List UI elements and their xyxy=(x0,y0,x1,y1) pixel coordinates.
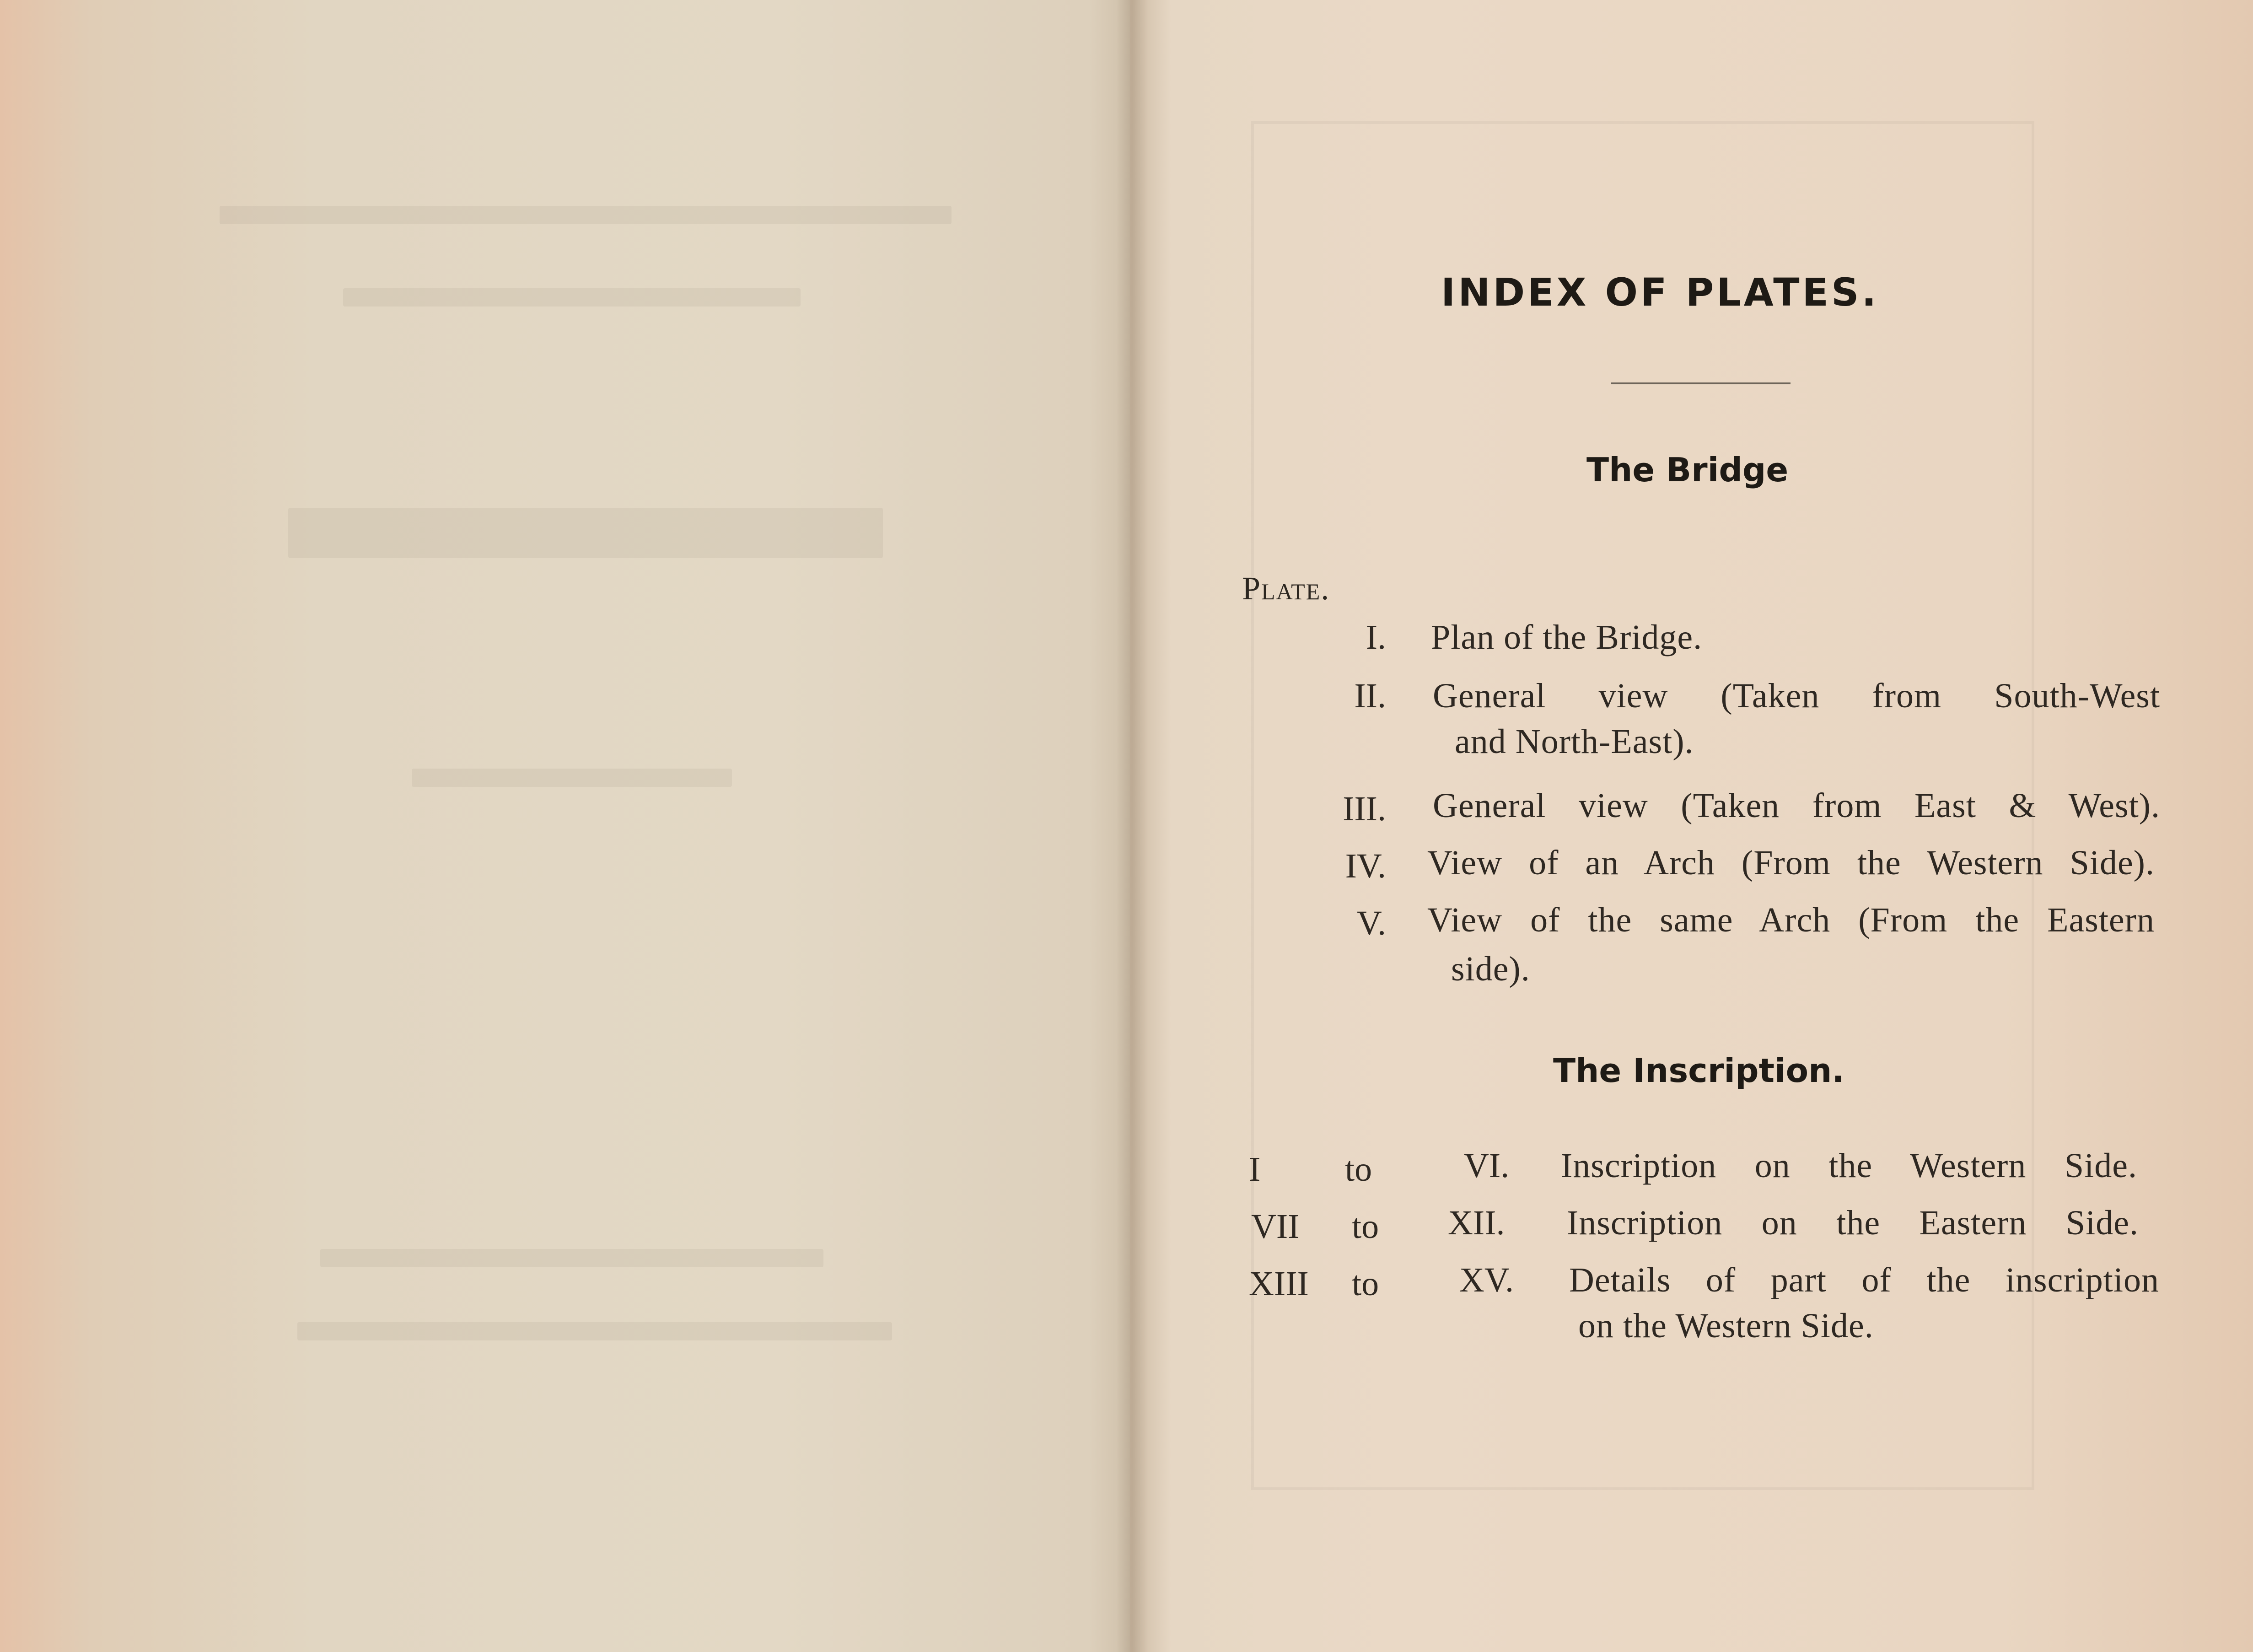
book-gutter xyxy=(1116,0,1148,1652)
section-heading-inscription: The Inscription. xyxy=(1553,1051,1844,1090)
plate-description: Inscription on the Western Side. xyxy=(1561,1146,2137,1185)
plate-numeral: IV. xyxy=(1345,847,1386,885)
range-from: I xyxy=(1249,1150,1261,1189)
plate-description: General view (Taken from South-West xyxy=(1433,677,2160,715)
plate-description: View of the same Arch (From the Eastern xyxy=(1427,901,2155,939)
plate-description: Plan of the Bridge. xyxy=(1431,618,1703,656)
plate-description-continued: side). xyxy=(1451,950,1530,988)
range-to-word: to xyxy=(1352,1207,1379,1246)
plate-numeral: III. xyxy=(1343,790,1386,828)
range-to: XV. xyxy=(1459,1261,1514,1299)
title-divider xyxy=(1611,382,1791,384)
show-through-texture xyxy=(114,114,1029,1487)
range-to: XII. xyxy=(1448,1204,1505,1242)
plate-description: View of an Arch (From the Western Side). xyxy=(1427,844,2155,882)
plate-numeral: V. xyxy=(1356,904,1386,942)
plate-description: Details of part of the inscription xyxy=(1569,1261,2159,1299)
range-to: VI. xyxy=(1464,1146,1510,1185)
plate-description: Inscription on the Eastern Side. xyxy=(1567,1204,2139,1242)
range-to-word: to xyxy=(1345,1150,1372,1189)
section-heading-bridge: The Bridge xyxy=(1586,451,1789,489)
plate-numeral: I. xyxy=(1366,618,1386,656)
plate-description-continued: and North-East). xyxy=(1455,722,1694,761)
plate-description-continued: on the Western Side. xyxy=(1578,1307,1874,1345)
plate-description: General view (Taken from East & West). xyxy=(1433,786,2160,825)
range-to-word: to xyxy=(1352,1265,1379,1303)
range-from: VII xyxy=(1251,1207,1300,1246)
plate-column-label: Plate. xyxy=(1242,570,1330,607)
range-from: XIII xyxy=(1249,1265,1309,1303)
page-title: INDEX OF PLATES. xyxy=(1441,270,1879,315)
plate-numeral: II. xyxy=(1354,677,1386,715)
